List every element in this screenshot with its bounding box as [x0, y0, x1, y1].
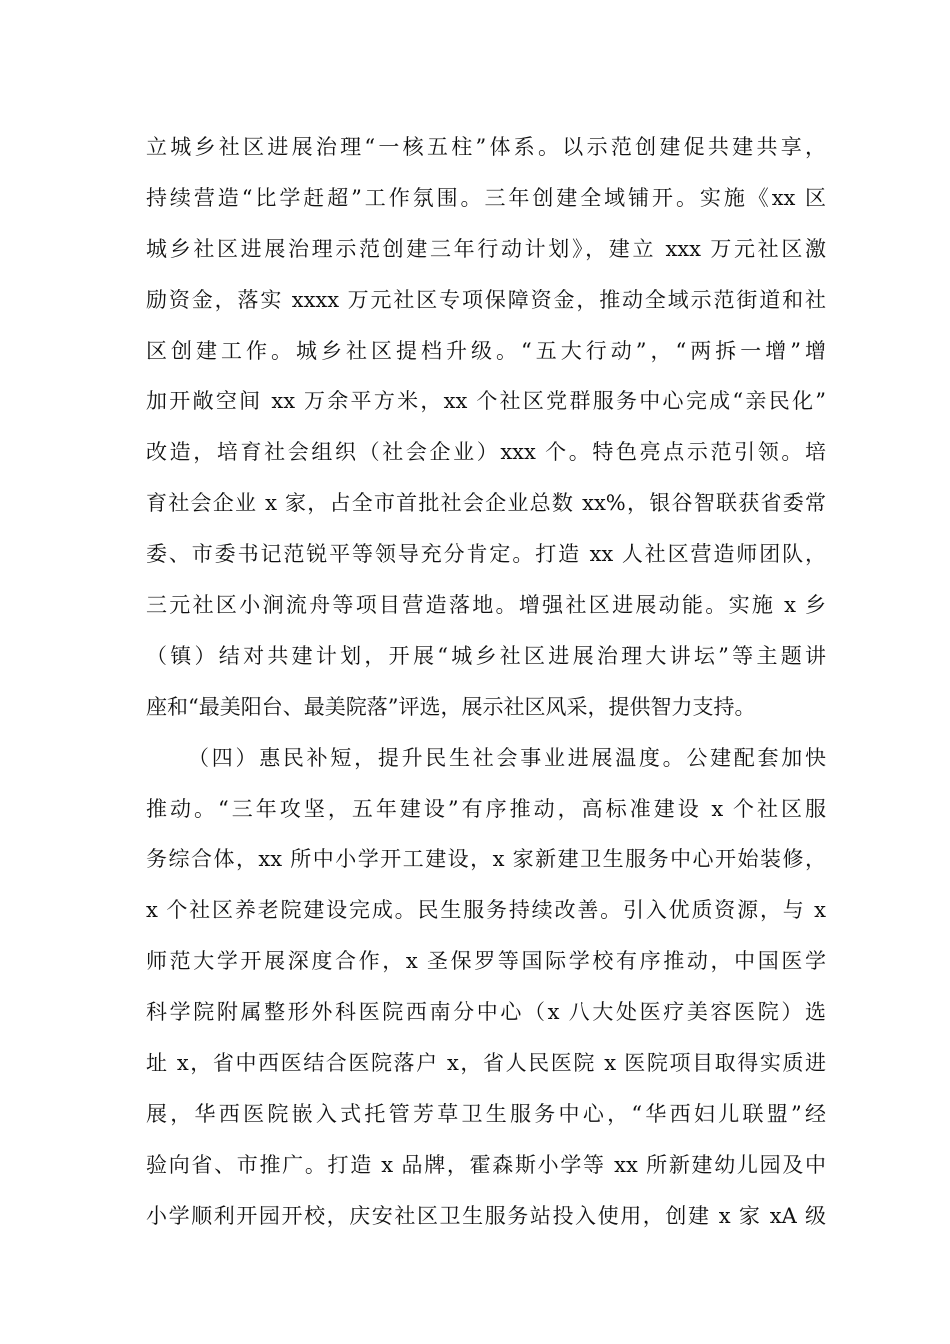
text-line: 验向省、市推广。打造 x 品牌，霍森斯小学等 xx 所新建幼儿园及中	[146, 1152, 826, 1177]
text-line: 区创建工作。城乡社区提档升级。“五大行动”，“两拆一增”增	[146, 338, 826, 363]
text-line: 城乡社区进展治理示范创建三年行动计划》，建立 xxx 万元社区激	[146, 236, 826, 261]
text-line: 立城乡社区进展治理“一核五柱”体系。以示范创建促共建共享，	[146, 135, 826, 159]
text-line: x 个社区养老院建设完成。民生服务持续改善。引入优质资源，与 x	[146, 898, 826, 923]
text-line: （镇）结对共建计划，开展“城乡社区进展治理大讲坛”等主题讲	[146, 643, 826, 668]
text-line: 座和“最美阳台、最美院落”评选，展示社区风采，提供智力支持。	[146, 694, 756, 719]
text-line: 改造，培育社会组织（社会企业）xxx 个。特色亮点示范引领。培	[146, 440, 826, 465]
text-line: 三元社区小涧流舟等项目营造落地。增强社区进展动能。实施 x 乡	[146, 593, 826, 618]
text-line: 持续营造“比学赶超”工作氛围。三年创建全域铺开。实施《xx 区	[146, 185, 826, 210]
text-line: 小学顺利开园开校，庆安社区卫生服务站投入使用，创建 x 家 xA 级	[146, 1203, 826, 1228]
body-text	[146, 131, 826, 1251]
text-line: 励资金，落实 xxxx 万元社区专项保障资金，推动全域示范街道和社	[146, 287, 826, 312]
section-heading-line: （四）惠民补短，提升民生社会事业进展温度。公建配套加快	[188, 745, 826, 770]
text-line: 师范大学开展深度合作，x 圣保罗等国际学校有序推动，中国医学	[146, 949, 826, 974]
text-line: 科学院附属整形外科医院西南分中心（x 八大处医疗美容医院）选	[146, 1000, 826, 1025]
text-line: 加开敞空间 xx 万余平方米，xx 个社区党群服务中心完成“亲民化”	[146, 389, 826, 414]
text-line: 育社会企业 x 家，占全市首批社会企业总数 xx%，银谷智联获省委常	[146, 491, 826, 516]
text-line: 务综合体，xx 所中小学开工建设，x 家新建卫生服务中心开始装修，	[146, 847, 826, 872]
text-line: 推动。“三年攻坚，五年建设”有序推动，高标准建设 x 个社区服	[146, 796, 826, 821]
text-line: 委、市委书记范锐平等领导充分肯定。打造 xx 人社区营造师团队，	[146, 542, 826, 567]
text-line: 展，华西医院嵌入式托管芳草卫生服务中心，“华西妇儿联盟”经	[146, 1101, 826, 1126]
text-line: 址 x，省中西医结合医院落户 x，省人民医院 x 医院项目取得实质进	[146, 1051, 826, 1076]
